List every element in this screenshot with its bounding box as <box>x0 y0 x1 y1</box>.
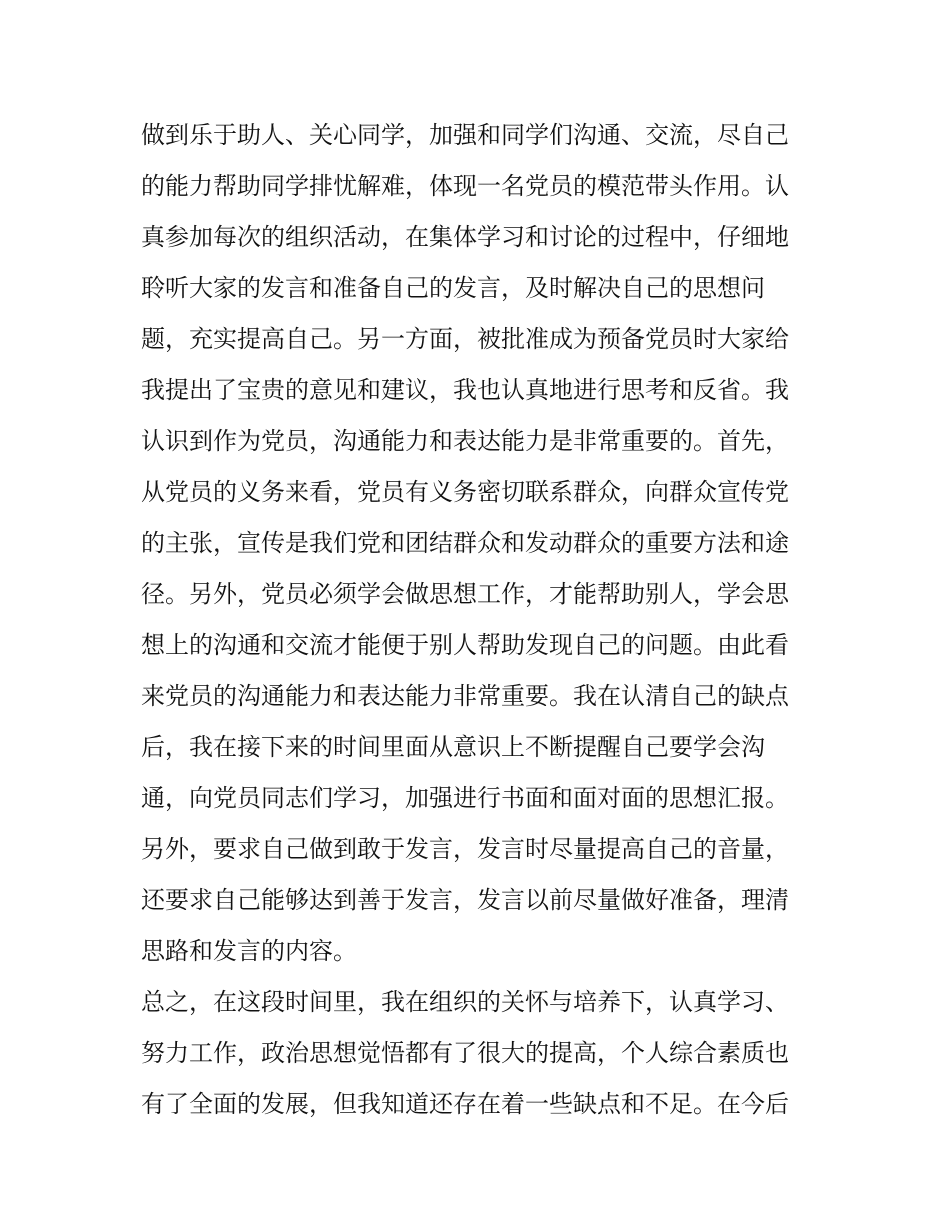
text-line: 有了全面的发展，但我知道还存在着一些缺点和不足。在今后 <box>141 1090 789 1118</box>
body-text <box>141 110 821 1130</box>
text-line: 的能力帮助同学排忧解难，体现一名党员的模范带头作用。认 <box>141 172 789 200</box>
text-line: 思路和发言的内容。 <box>141 937 357 965</box>
text-line: 径。另外，党员必须学会做思想工作，才能帮助别人，学会思 <box>141 580 789 608</box>
text-line: 来党员的沟通能力和表达能力非常重要。我在认清自己的缺点 <box>141 682 789 710</box>
text-line: 还要求自己能够达到善于发言，发言以前尽量做好准备，理清 <box>141 886 789 914</box>
text-line: 真参加每次的组织活动，在集体学习和讨论的过程中，仔细地 <box>141 223 789 251</box>
text-line: 总之，在这段时间里，我在组织的关怀与培养下，认真学习、 <box>141 988 789 1016</box>
text-line: 后，我在接下来的时间里面从意识上不断提醒自己要学会沟 <box>141 733 765 761</box>
text-line: 的主张，宣传是我们党和团结群众和发动群众的重要方法和途 <box>141 529 789 557</box>
text-line: 聆听大家的发言和准备自己的发言，及时解决自己的思想问 <box>141 274 765 302</box>
text-line: 我提出了宝贵的意见和建议，我也认真地进行思考和反省。我 <box>141 376 789 404</box>
text-line: 题，充实提高自己。另一方面，被批准成为预备党员时大家给 <box>141 325 789 353</box>
text-line: 认识到作为党员，沟通能力和表达能力是非常重要的。首先， <box>141 427 789 455</box>
text-line: 从党员的义务来看，党员有义务密切联系群众，向群众宣传党 <box>141 478 789 506</box>
text-line: 通，向党员同志们学习，加强进行书面和面对面的思想汇报。 <box>141 784 789 812</box>
text-line: 努力工作，政治思想觉悟都有了很大的提高，个人综合素质也 <box>141 1039 789 1067</box>
text-line: 做到乐于助人、关心同学，加强和同学们沟通、交流，尽自己 <box>141 121 789 149</box>
text-line: 另外，要求自己做到敢于发言，发言时尽量提高自己的音量， <box>141 835 789 863</box>
text-line: 想上的沟通和交流才能便于别人帮助发现自己的问题。由此看 <box>141 631 789 659</box>
